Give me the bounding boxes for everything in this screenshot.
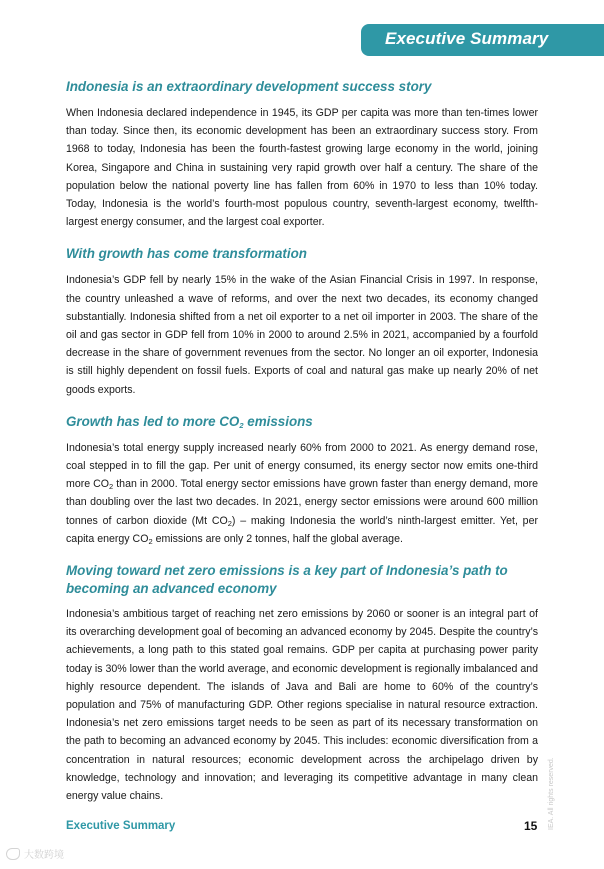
subscript: 2: [239, 420, 244, 430]
text-run: emissions are only 2 tonnes, half the global average.: [152, 532, 403, 545]
heading-text: emissions: [243, 413, 313, 429]
header-section-tab: [361, 24, 604, 56]
section-paragraph: [66, 439, 538, 548]
header-tab-label: Executive Summary: [385, 29, 549, 48]
section-heading: Moving toward net zero emissions is a key part of Indonesia’s path to becoming an advanced economy: [66, 563, 508, 597]
section-heading: [66, 413, 538, 431]
document-body: [66, 78, 538, 805]
section-heading: Indonesia is an extraordinary development success story: [66, 79, 432, 94]
section-paragraph: Indonesia’s GDP fell by nearly 15% in the wake of the Asian Financial Crisis in 1997. In response, the country unleashed a wave of reforms, and over the next two decades, its economy changed substantially. Indonesia shifted from a net oil exporter to a net oil importer in 2003. The share of the oil and gas sector in GDP fell from 10% in 2000 to around 2.5% in 2021, accompanied by a fourfold decrease in the share of government revenues from the sector. No longer an oil exporter, Indonesia is still highly dependent on fossil fuels. Exports of coal and natural gas make up nearly 20% of net goods exports.: [66, 274, 538, 396]
section-net-zero: [66, 562, 538, 805]
watermark-text: 大数跨境: [24, 850, 64, 861]
text-run: than in 2000. Total energy sector emissions have grown faster than energy demand, more than doubling over the last two decades. In 2021, energy sector emissions were around 600 million tonnes of carbon dioxide (Mt CO: [66, 478, 538, 527]
page-number: 15: [524, 819, 538, 833]
section-paragraph: Indonesia’s ambitious target of reaching net zero emissions by 2060 or sooner is an integral part of its overarching development goal of becoming an advanced economy by 2045. Despite the country’s achievements, a long path to this stated goal remains. GDP per capita at purchasing power parity today is 30% lower than the world average, and economic development is regionally imbalanced and highly resource dependent. The islands of Java and Bali are home to 60% of the country’s population and 75% of manufacturing GDP. Other regions specialise in natural resource extraction. Indonesia’s net zero emissions target needs to be seen as part of its necessary transformation on the path to becoming an advanced economy by 2045. This includes: economic diversification from a concentration in natural resources; economic development across the archipelago driven by knowledge, technology and innovation; and leveraging its competitive advantage in many clean energy value chains.: [66, 608, 538, 803]
subscript: 2: [227, 518, 232, 528]
section-paragraph: When Indonesia declared independence in 1945, its GDP per capita was more than ten-times lower than today. Since then, its economic development has been an extraordinary success story. From 1968 to today, Indonesia has been the fourth-fastest growing large economy in the world, joining Korea, Singapore and China in sustaining very rapid growth over half a century. The share of the population below the national poverty line has fallen from 60% in 1970 to less than 10% today. Today, Indonesia is the world’s fourth-most populous country, seventh-largest economy, twelfth-largest energy consumer, and the largest coal exporter.: [66, 107, 538, 229]
text-run: ) – making Indonesia the world’s ninth-largest emitter. Yet, per capita energy CO: [66, 514, 538, 545]
section-development-success: [66, 78, 538, 231]
heading-text: Growth has led to more CO: [66, 413, 240, 429]
section-co2-emissions: [66, 413, 538, 548]
section-heading: With growth has come transformation: [66, 246, 307, 262]
text-run: Indonesia’s total energy supply increased nearly 60% from 2000 to 2021. As energy demand rose, coal stepped in to fill the gap. Per unit of energy consumed, its energy sector now emits one-third more CO: [66, 441, 538, 491]
section-transformation: [66, 245, 538, 398]
subscript: 2: [148, 536, 153, 546]
watermark-logo-icon: [6, 848, 20, 860]
footer-section-title: Executive Summary: [66, 820, 176, 832]
watermark: [6, 846, 64, 861]
subscript: 2: [109, 482, 114, 492]
copyright-notice: IEA. All rights reserved.: [548, 757, 555, 830]
